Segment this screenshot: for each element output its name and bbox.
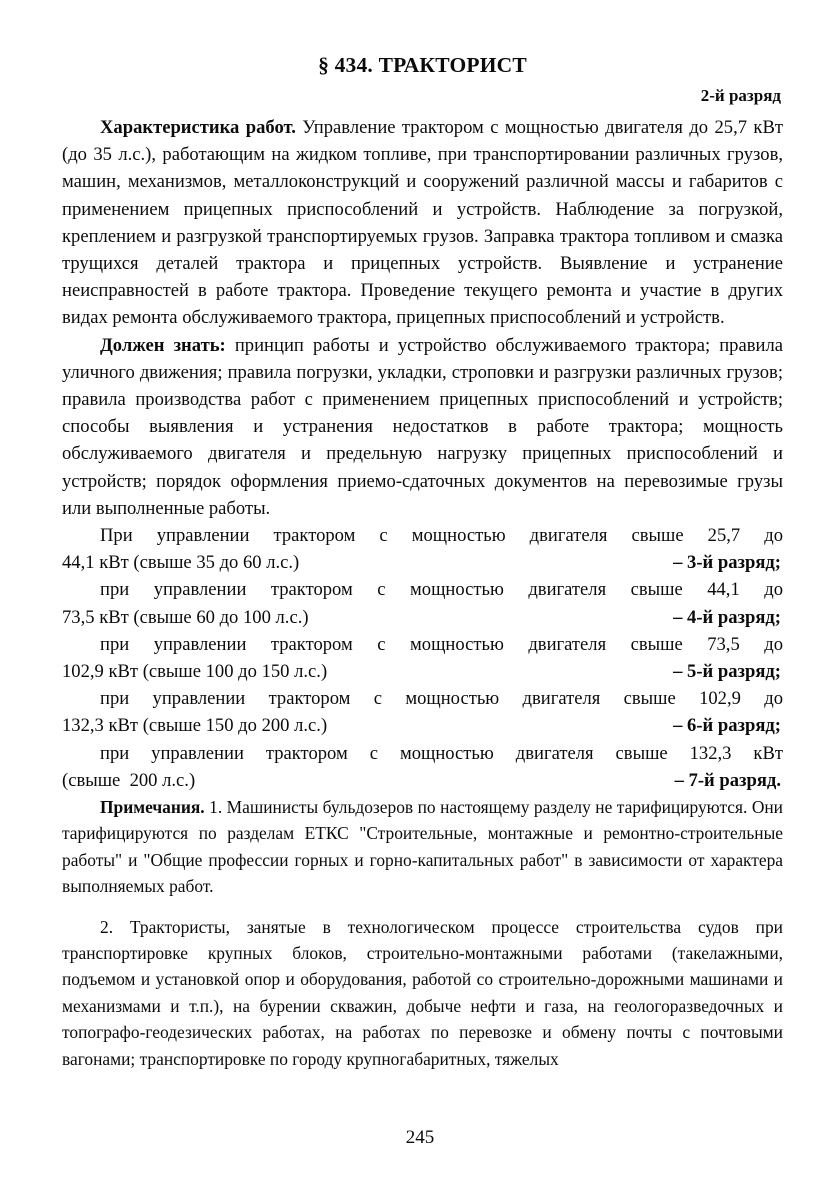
notes-lead: Примечания.: [100, 797, 205, 818]
grade-clause-5-line1: при управлении трактором с мощностью двигателя свыше 73,5 до: [100, 633, 783, 655]
work-description-lead: Характеристика работ.: [100, 116, 296, 138]
grade-clause-5-tail: [62, 658, 783, 685]
grade-clause-7: [62, 740, 783, 794]
paragraph-must-know: [62, 332, 783, 522]
notes-spacer: [62, 900, 783, 914]
grade-clause-3-line1: При управлении трактором с мощностью двигателя свыше 25,7 до: [100, 525, 783, 547]
page-content: [62, 52, 783, 1072]
note-1: [62, 794, 783, 900]
grade-heading: 2-й разряд: [700, 85, 781, 105]
grade-clause-6-line1: при управлении трактором с мощностью двигателя свыше 102,9 до: [100, 688, 783, 710]
note-2: 2. Трактористы, занятые в технологическом процессе строительства судов при транспортировке крупных блоков, строительно-монтажными работами (такелажными, подъемом и установкой опор и оборудования, работой со строительно-дорожными машинами и механизмами и т.п.), на бурении скважин, добыче нефти и газа, на геологоразведочных и топографо-геодезических работах, на работах по перевозке и обмену почты с почтовыми вагонами; транспортировке по городу крупногабаритных, тяжелых: [62, 916, 783, 1069]
grade-clause-7-line1: при управлении трактором с мощностью двигателя свыше 132,3 кВт: [100, 742, 783, 764]
grade-clause-3-grade: – 3-й разряд;: [673, 552, 781, 574]
grade-clause-6-tail: [62, 712, 783, 739]
grade-clause-4-line1: при управлении трактором с мощностью двигателя свыше 44,1 до: [100, 579, 783, 601]
grade-clause-5-grade: – 5-й разряд;: [673, 661, 781, 683]
must-know-text: принцип работы и устройство обслуживаемого трактора; правила уличного движения; правила погрузки, укладки, строповки и разгрузки различных грузов; правила производства работ с применением прицепных приспособлений и устройств; способы выявления и устранения недостатков в работе трактора; мощность обслуживаемого двигателя и предельную нагрузку прицепных приспособлений и устройств; порядок оформления приемо-сдаточных документов на перевозимые грузы или выполненные работы.: [62, 334, 783, 519]
grade-clause-6-line2: 132,3 кВт (свыше 150 до 200 л.с.): [62, 715, 328, 737]
grade-clause-3: [62, 522, 783, 576]
grade-clause-6: [62, 685, 783, 739]
notes-section: [62, 794, 783, 1072]
grade-clause-3-line2: 44,1 кВт (свыше 35 до 60 л.с.): [62, 552, 300, 574]
page-title: § 434. ТРАКТОРИСТ: [318, 53, 527, 77]
grade-clause-5: [62, 631, 783, 685]
paragraph-work-description: [62, 114, 783, 332]
page-number: 245: [405, 1127, 435, 1148]
grade-clause-5-line2: 102,9 кВт (свыше 100 до 150 л.с.): [62, 661, 328, 683]
must-know-lead: Должен знать:: [100, 334, 226, 356]
grade-clause-4-tail: [62, 604, 783, 631]
grade-clause-6-grade: – 6-й разряд;: [673, 715, 781, 737]
grade-clause-4: [62, 576, 783, 630]
grade-clause-4-line2: 73,5 кВт (свыше 60 до 100 л.с.): [62, 606, 309, 628]
grade-clause-7-grade: – 7-й разряд.: [674, 769, 781, 791]
grade-clause-3-tail: [62, 549, 783, 576]
grade-clause-7-line2: (свыше 200 л.с.): [62, 769, 196, 791]
grade-clause-7-tail: [62, 767, 783, 794]
grade-clause-4-grade: – 4-й разряд;: [673, 606, 781, 628]
work-description-text: Управление трактором с мощностью двигателя до 25,7 кВт (до 35 л.с.), работающим на жидком топливе, при транспортировании различных грузов, машин, механизмов, металлоконструкций и сооружений различной массы и габаритов с применением прицепных приспособлений и устройств. Наблюдение за погрузкой, креплением и разгрузкой транспортируемых грузов. Заправка трактора топливом и смазка трущихся деталей трактора и прицепных устройств. Выявление и устранение неисправностей в работе трактора. Проведение текущего ремонта и участие в других видах ремонта обслуживаемого трактора, прицепных приспособлений и устройств.: [62, 116, 783, 329]
note-1-text: 1. Машинисты бульдозеров по настоящему разделу не тарифицируются. Они тарифицируются по разделам ЕТКС "Строительные, монтажные и ремонтно-строительные работы" и "Общие профессии горных и горно-капитальных работ" в зависимости от характера выполняемых работ.: [62, 797, 783, 897]
